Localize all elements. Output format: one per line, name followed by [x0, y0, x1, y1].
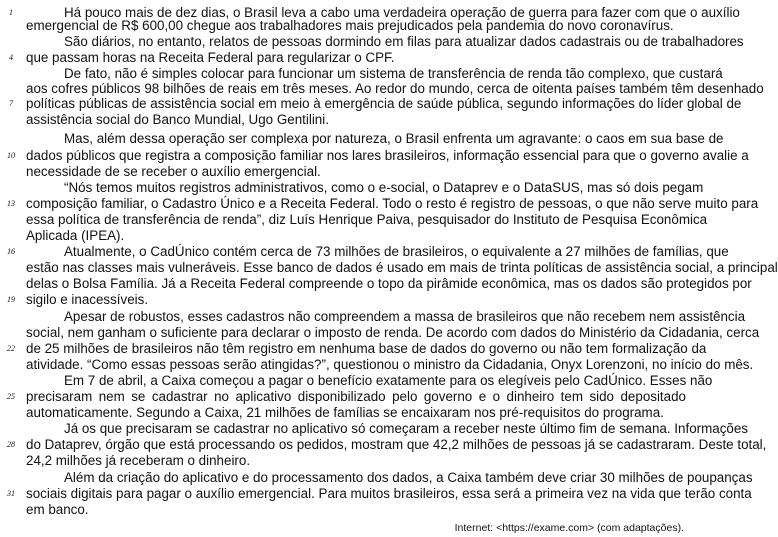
text-line: “Nós temos muitos registros administrativos, como o e-social, o Dataprev e o DataSUS, mas só dois pegam [64, 180, 704, 195]
text-line: Além da criação do aplicativo e do processamento dos dados, a Caixa também deve criar 30 milhões de poupanças [64, 470, 753, 485]
line-number: 22 [7, 344, 15, 353]
text-line: Já os que precisaram se cadastrar no aplicativo só começaram a receber neste último fim de semana. Informações [64, 421, 748, 436]
line-number: 1 [9, 8, 13, 17]
text-line: assistência social do Banco Mundial, Ugo Gentilini. [26, 112, 329, 127]
line-number: 10 [7, 151, 15, 160]
text-line: Mas, além dessa operação ser complexa por natureza, o Brasil enfrenta um agravante: o caos em sua base de [64, 131, 724, 146]
text-line: São diários, no entanto, relatos de pessoas dormindo em filas para atualizar dados cadastrais ou de trabalhadores [64, 34, 744, 49]
text-line: sociais digitais para pagar o auxílio emergencial. Para muitos brasileiros, essa será a primeira vez na vida que terão conta [26, 486, 752, 501]
text-line: Há pouco mais de dez dias, o Brasil leva a cabo uma verdadeira operação de guerra para fazer com que o auxílio [64, 5, 740, 20]
text-line: de 25 milhões de brasileiros não têm registro em nenhuma base de dados do governo ou não tem formalização da [26, 341, 707, 356]
text-line: em banco. [26, 502, 89, 517]
line-number: 13 [7, 199, 15, 208]
text-line: do Dataprev, órgão que está processando os pedidos, mostram que 42,2 milhões de pessoas já se cadastraram. Deste total, [26, 437, 767, 452]
line-number: 31 [7, 489, 15, 498]
text-line: Em 7 de abril, a Caixa começou a pagar o benefício exatamente para os elegíveis pelo CadÚnico. Esses não [64, 373, 713, 388]
text-line: essa política de transferência de renda”, diz Luís Henrique Paiva, pesquisador do Instituto de Pesquisa Econômica [26, 212, 708, 227]
text-line: Apesar de robustos, esses cadastros não compreendem a massa de brasileiros que não recebem nem assistência [64, 309, 746, 324]
source-citation: Internet: <https://exame.com> (com adaptações). [454, 522, 684, 534]
text-line: dados públicos que registra a composição familiar nos lares brasileiros, informação essencial para que o governo avalie a [26, 148, 749, 163]
text-line: Atualmente, o CadÚnico contém cerca de 73 milhões de brasileiros, o equivalente a 27 milhões de famílias, que [64, 244, 729, 259]
line-number: 28 [7, 440, 15, 449]
text-line: De fato, não é simples colocar para funcionar um sistema de transferência de renda tão complexo, que custará [64, 66, 723, 81]
text-line: precisaram nem se cadastrar no aplicativo disponibilizado pelo governo e o dinheiro tem sido depositado [26, 389, 686, 404]
line-number: 16 [7, 247, 15, 256]
text-line: aos cofres públicos 98 bilhões de reais em três meses. Ao redor do mundo, cerca de oitenta países também têm desenhado [26, 81, 764, 96]
text-line: necessidade de se receber o auxílio emergencial. [26, 164, 321, 179]
text-line: Aplicada (IPEA). [26, 228, 125, 243]
text-line: sigilo e inacessíveis. [26, 292, 149, 307]
text-line: atividade. “Como essas pessoas serão atingidas?”, questionou o ministro da Cidadania, Onyx Lorenzoni, no início do mês. [26, 357, 754, 372]
text-line: políticas públicas de assistência social em meio à emergência de saúde pública, segundo informações do líder global de [26, 96, 742, 111]
text-line: automaticamente. Segundo a Caixa, 21 milhões de famílias se encaixaram nos pré-requisitos do programa. [26, 405, 664, 420]
text-line: que passam horas na Receita Federal para regularizar o CPF. [26, 50, 395, 65]
line-number: 19 [7, 295, 15, 304]
line-number: 4 [9, 53, 13, 62]
text-line: 24,2 milhões já receberam o dinheiro. [26, 453, 251, 468]
text-line: emergencial de R$ 600,00 chegue aos trabalhadores mais prejudicados pela pandemia do novo coronavírus. [26, 18, 674, 33]
text-line: estão nas classes mais vulneráveis. Esse banco de dados é usado em mais de trinta políticas de assistência social, a principal [26, 260, 778, 275]
text-line: composição familiar, o Cadastro Único e a Receita Federal. Todo o resto é registro de pessoas, o que não serve muito para [26, 196, 759, 211]
text-line: social, nem ganham o suficiente para declarar o imposto de renda. De acordo com dados do Ministério da Cidadania, cerca [26, 325, 760, 340]
text-line: delas o Bolsa Família. Já a Receita Federal compreende o topo da pirâmide econômica, mas os dados são protegidos por [26, 276, 752, 291]
line-number: 7 [9, 99, 13, 108]
line-number: 25 [7, 392, 15, 401]
